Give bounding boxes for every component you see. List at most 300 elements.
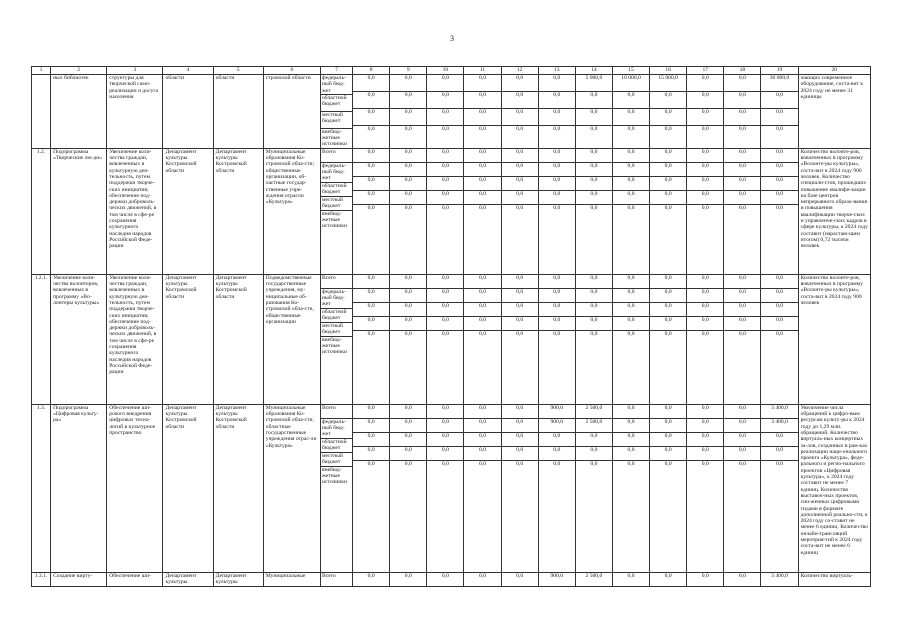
value-cell: 0,0 — [576, 149, 612, 163]
value-cell: 0,0 — [502, 177, 538, 191]
value-column — [724, 274, 761, 404]
column-number: 7 — [320, 67, 352, 75]
value-cell: 0,0 — [502, 75, 538, 92]
value-cell: 0,0 — [427, 92, 463, 109]
value-cell: 0,0 — [701, 126, 709, 132]
value-cell: 0,0 — [539, 191, 575, 205]
value-cell: 0,0 — [502, 191, 538, 205]
value-cell: 0,0 — [539, 109, 575, 126]
value-cell: 0,0 — [353, 433, 389, 447]
value-cell: 0,0 — [627, 572, 635, 579]
funding-sources — [320, 274, 352, 404]
value-cell: 0,0 — [539, 75, 575, 92]
value-cell: 0,0 — [613, 405, 649, 419]
value-cell: 0,0 — [576, 317, 612, 331]
value-column — [353, 75, 390, 149]
value-cell: 0,0 — [576, 163, 612, 177]
value-cell: 0,0 — [539, 447, 575, 461]
value-column — [687, 274, 724, 404]
value-cell: 0,0 — [390, 447, 426, 461]
value-cell: 0,0 — [724, 177, 760, 191]
column-number: 4 — [163, 67, 213, 75]
value-cell: 0,0 — [516, 126, 524, 132]
value-cell: 0,0 — [761, 433, 797, 447]
value-cell: 0,0 — [650, 177, 686, 191]
item-name: ных библиотек — [51, 75, 107, 149]
value-cell: 0,0 — [553, 330, 561, 337]
participants: Муниципальные образования Ко-стромской обла-сти, областные государственные учреждения отрас-ли «Культура» — [263, 404, 320, 572]
value-cell: 0,0 — [427, 149, 463, 163]
column-number: 2 — [51, 67, 107, 75]
value-cell: 0,0 — [664, 330, 672, 337]
value-cell: 0,0 — [427, 177, 463, 191]
value-cell: 0,0 — [502, 289, 538, 303]
value-column — [612, 75, 649, 149]
budget-table — [31, 66, 871, 587]
value-column — [538, 148, 575, 274]
value-cell: 0,0 — [761, 177, 797, 191]
value-cell: 0,0 — [539, 177, 575, 191]
table-row — [32, 75, 871, 149]
value-cell: 0,0 — [516, 460, 524, 467]
value-cell: 0,0 — [650, 92, 686, 109]
table-row — [32, 572, 871, 586]
value-cell: 0,0 — [479, 204, 487, 211]
value-cell: 0,0 — [761, 163, 797, 177]
value-cell: 0,0 — [367, 572, 375, 579]
column-number: 12 — [501, 67, 538, 75]
value-cell: 0,0 — [539, 317, 575, 331]
value-cell: 0,0 — [464, 275, 500, 289]
funding-source-label: внебюд-жетные источники — [321, 210, 347, 230]
funding-source-label: областной бюджет — [321, 95, 352, 112]
value-cell: 0,0 — [650, 419, 686, 433]
value-cell: 0,0 — [650, 149, 686, 163]
value-cell: 0,0 — [502, 149, 538, 163]
value-column — [501, 404, 538, 572]
value-column — [390, 404, 427, 572]
value-cell: 2 500,0 — [576, 419, 612, 433]
responsible-executor: Департамент культуры Костромской области — [163, 404, 213, 572]
value-cell: 0,0 — [553, 204, 561, 211]
value-cell: 0,0 — [553, 460, 561, 467]
value-column — [575, 148, 612, 274]
value-cell: 0,0 — [650, 405, 686, 419]
expected-result: Увеличение числа обращений к цифро-вым ресурсам культу-ры к 2024 году до 1,29 млн. обращений. Количество виртуаль-ных концертных за-лов, созданных в рам-ках реализации наци-онального проекта «Культура», феде-рального и регио-нального проектов «Цифровая культура», к 2024 году составит не менее 7 единиц. Количество выставоч-ных проектов, сни-женных цифровыми гидами в формате дополненной реально-сти, к 2024 году со-ставит не менее 6 единиц. Количество онлайн-трансляций мероприя-тий к 2024 году соста-вит не менее 6 единиц — [798, 404, 870, 572]
item-name: Подпрограмма «Творческие лю-ди» — [51, 148, 107, 274]
value-cell: 0,0 — [441, 204, 449, 211]
value-cell: 0,0 — [613, 163, 649, 177]
value-cell: 0,0 — [687, 317, 723, 331]
value-cell: 0,0 — [627, 126, 635, 132]
value-cell: 0,0 — [576, 92, 612, 109]
value-column — [390, 75, 427, 149]
value-cell: 0,0 — [367, 330, 375, 337]
item-goal: Увеличение коли-чества граждан, вовлеченных в культурную дея-тельность, путем поддержки творче-ских инициатив; обеспечение под-держки доброволь-ческих движений, в том числе в сфе-ре сохранения культурного наследия народов Российской Феде-рации — [107, 148, 163, 274]
value-cell: 0,0 — [613, 92, 649, 109]
value-cell: 0,0 — [776, 460, 784, 467]
value-cell: 0,0 — [390, 191, 426, 205]
column-number: 14 — [575, 67, 612, 75]
value-column — [427, 148, 464, 274]
value-cell: 0,0 — [353, 177, 389, 191]
value-cell: 0,0 — [427, 191, 463, 205]
funding-source-label: областной бюджет — [321, 183, 352, 197]
value-cell: 0,0 — [687, 275, 723, 289]
funding-source-label: Всего — [321, 275, 352, 289]
value-cell: 0,0 — [502, 317, 538, 331]
value-cell: 0,0 — [724, 275, 760, 289]
value-column — [538, 75, 575, 149]
value-cell: 0,0 — [539, 433, 575, 447]
value-cell: 0,0 — [761, 447, 797, 461]
value-cell: 0,0 — [687, 419, 723, 433]
column-number-row — [32, 67, 871, 75]
value-cell: 0,0 — [576, 289, 612, 303]
funding-source-label: Всего — [321, 572, 336, 579]
funding-source-label: Всего — [321, 149, 352, 163]
value-cell: 0,0 — [590, 330, 598, 337]
responsible-executor: Департамент культуры Костромской области — [163, 148, 213, 274]
value-cell: 0,0 — [576, 433, 612, 447]
value-column — [427, 274, 464, 404]
value-cell: 0,0 — [390, 177, 426, 191]
co-executor: области — [213, 75, 263, 149]
value-column — [761, 274, 798, 404]
value-cell: 0,0 — [353, 405, 389, 419]
value-cell: 0,0 — [502, 92, 538, 109]
value-cell: 0,0 — [353, 447, 389, 461]
value-cell: 0,0 — [353, 317, 389, 331]
item-goal: Увеличение коли-чества граждан, вовлеченных в культурную дея-тельность, путем поддержки творче-ских инициатив; обеспечение под-держки доброволь-ческих движений, в том числе в сфе-ре сохранения культурного наследия народов Российской Феде-рации — [107, 274, 163, 404]
value-column — [724, 404, 761, 572]
value-cell: 0,0 — [390, 75, 426, 92]
value-cell: 0,0 — [464, 419, 500, 433]
value-column — [575, 404, 612, 572]
value-column — [575, 274, 612, 404]
value-cell: 0,0 — [613, 177, 649, 191]
value-cell: 0,0 — [738, 330, 746, 337]
table-row — [32, 274, 871, 404]
value-column — [353, 404, 390, 572]
value-cell: 0,0 — [441, 460, 449, 467]
value-cell: 0,0 — [576, 447, 612, 461]
value-cell: 0,0 — [738, 126, 746, 132]
funding-source-label: местный бюджет — [321, 197, 352, 211]
value-column — [761, 75, 798, 149]
value-cell: 0,0 — [427, 275, 463, 289]
participants: Подведомственные государственные учреждения, му-ниципальные об-разования Ко-стромской обла-сти, общественные организации — [263, 274, 320, 404]
funding-source-label: внебюд-жетные источники — [321, 128, 347, 148]
value-cell: 0,0 — [761, 109, 797, 126]
expected-result: Количество волонте-ров, вовлеченных в программу «Волонте-ры культуры», соста-вит в 2024 году 900 человек. Количество специали-стов, прошедших повышение квалифи-кации на базе центров непрерывного образо-вания и повышения квалификации творче-ских и управленче-ских кадров в сфере культуры, к 2024 году составит (нарастаю-щим итогом) 0,72 тысячи человек — [798, 148, 870, 274]
column-number: 16 — [650, 67, 687, 75]
value-column — [427, 404, 464, 572]
value-cell: 0,0 — [724, 92, 760, 109]
value-column — [687, 404, 724, 572]
value-cell: 0,0 — [516, 330, 524, 337]
column-number: 19 — [761, 67, 798, 75]
value-cell: 0,0 — [427, 405, 463, 419]
value-cell: 0,0 — [687, 433, 723, 447]
value-cell: 0,0 — [390, 92, 426, 109]
value-cell: 0,0 — [650, 433, 686, 447]
value-cell: 0,0 — [539, 303, 575, 317]
value-cell: 2 500,0 — [576, 405, 612, 419]
participants: стромской области — [263, 75, 320, 149]
value-cell: 0,0 — [613, 109, 649, 126]
value-cell: 0,0 — [353, 303, 389, 317]
co-executor: Департамент культуры — [213, 572, 263, 586]
value-column — [687, 148, 724, 274]
value-cell: 0,0 — [650, 447, 686, 461]
value-cell: 0,0 — [353, 92, 389, 109]
co-executor: Департамент культуры Костромской области — [213, 274, 263, 404]
column-number: 20 — [798, 67, 870, 75]
value-cell: 0,0 — [427, 303, 463, 317]
value-cell: 0,0 — [464, 289, 500, 303]
value-cell: 0,0 — [502, 109, 538, 126]
value-cell: 0,0 — [664, 572, 672, 579]
value-column — [687, 75, 724, 149]
value-cell: 0,0 — [687, 303, 723, 317]
value-cell: 0,0 — [390, 303, 426, 317]
funding-source-label: федераль-ный бюд-жет — [321, 419, 352, 439]
value-column — [390, 572, 427, 586]
funding-source-label: местный бюджет — [321, 323, 352, 337]
column-number: 10 — [427, 67, 464, 75]
value-cell: 0,0 — [404, 460, 412, 467]
value-cell: 0,0 — [650, 163, 686, 177]
value-cell: 0,0 — [761, 303, 797, 317]
value-cell: 0,0 — [353, 275, 389, 289]
column-number: 1 — [32, 67, 51, 75]
value-cell: 0,0 — [724, 289, 760, 303]
item-number: 1.2.1. — [32, 274, 51, 404]
funding-source-label: местный бюджет — [321, 453, 352, 467]
column-number: 11 — [464, 67, 501, 75]
funding-sources — [320, 572, 352, 586]
funding-source-label: областной бюджет — [321, 439, 352, 453]
value-column — [464, 274, 501, 404]
column-number: 5 — [213, 67, 263, 75]
value-cell: 0,0 — [502, 419, 538, 433]
value-cell: 0,0 — [464, 317, 500, 331]
value-cell: 0,0 — [464, 447, 500, 461]
value-cell: 0,0 — [390, 419, 426, 433]
value-cell: 0,0 — [390, 109, 426, 126]
value-column — [612, 404, 649, 572]
value-cell: 0,0 — [479, 572, 487, 579]
value-column — [464, 404, 501, 572]
value-column — [390, 148, 427, 274]
value-cell: 900,0 — [539, 419, 575, 433]
value-cell: 0,0 — [479, 126, 487, 132]
value-cell: 0,0 — [724, 75, 760, 92]
funding-source-label: внебюд-жетные источники — [321, 466, 347, 486]
value-cell: 0,0 — [613, 419, 649, 433]
value-column — [650, 75, 687, 149]
value-cell: 0,0 — [390, 149, 426, 163]
value-cell: 0,0 — [664, 126, 672, 132]
value-column — [650, 572, 687, 586]
value-cell: 0,0 — [539, 163, 575, 177]
funding-source-label: федераль-ный бюд-жет — [321, 289, 352, 309]
value-cell: 10 000,0 — [613, 75, 649, 92]
value-column — [575, 572, 612, 586]
value-cell: 0,0 — [502, 447, 538, 461]
value-cell: 0,0 — [539, 92, 575, 109]
value-cell: 0,0 — [761, 92, 797, 109]
value-cell: 0,0 — [427, 163, 463, 177]
value-cell: 0,0 — [650, 303, 686, 317]
column-number: 17 — [687, 67, 724, 75]
value-cell: 0,0 — [539, 149, 575, 163]
value-column — [538, 572, 575, 586]
column-number: 3 — [107, 67, 163, 75]
value-column — [761, 404, 798, 572]
value-cell: 0,0 — [516, 572, 524, 579]
funding-sources — [320, 404, 352, 572]
value-cell: 0,0 — [553, 126, 561, 132]
value-cell: 0,0 — [539, 289, 575, 303]
value-cell: 0,0 — [701, 572, 709, 579]
item-name: Увеличение коли-чества волонтеров, вовлеченных в программу «Во-лонтеры культуры» — [51, 274, 107, 404]
value-cell: 0,0 — [664, 204, 672, 211]
value-cell: 0,0 — [464, 405, 500, 419]
item-number: 1.2. — [32, 148, 51, 274]
value-column — [575, 75, 612, 149]
value-cell: 0,0 — [576, 275, 612, 289]
item-number: 1.3. — [32, 404, 51, 572]
value-cell: 0,0 — [502, 275, 538, 289]
funding-source-label: федераль-ный бюд-жет — [321, 163, 352, 183]
value-cell: 0,0 — [613, 433, 649, 447]
value-cell: 15 000,0 — [650, 75, 686, 92]
co-executor: Департамент культуры Костромской области — [213, 404, 263, 572]
value-cell: 0,0 — [367, 126, 375, 132]
item-name: Подпрограмма «Цифровая культу-ра» — [51, 404, 107, 572]
value-cell: 0,0 — [724, 109, 760, 126]
value-cell: 0,0 — [650, 191, 686, 205]
value-cell: 0,0 — [761, 149, 797, 163]
value-cell: 0,0 — [353, 149, 389, 163]
funding-sources — [320, 148, 352, 274]
value-cell: 0,0 — [464, 191, 500, 205]
participants: Муниципальные — [263, 572, 320, 586]
value-cell: 0,0 — [590, 126, 598, 132]
value-cell: 0,0 — [627, 204, 635, 211]
value-cell: 0,0 — [776, 204, 784, 211]
value-cell: 0,0 — [687, 447, 723, 461]
value-column — [464, 572, 501, 586]
value-cell: 0,0 — [613, 149, 649, 163]
item-name: Создание вирту- — [51, 572, 107, 586]
value-cell: 30 000,0 — [761, 75, 797, 92]
value-cell: 3 400,0 — [771, 572, 788, 579]
value-cell: 0,0 — [724, 149, 760, 163]
funding-sources — [320, 75, 352, 149]
value-cell: 0,0 — [353, 191, 389, 205]
value-column — [501, 274, 538, 404]
column-number: 15 — [612, 67, 649, 75]
value-cell: 0,0 — [441, 126, 449, 132]
value-cell: 0,0 — [539, 275, 575, 289]
value-cell: 0,0 — [353, 289, 389, 303]
value-cell: 0,0 — [404, 572, 412, 579]
value-cell: 0,0 — [390, 405, 426, 419]
value-column — [353, 572, 390, 586]
value-cell: 0,0 — [761, 275, 797, 289]
value-column — [650, 404, 687, 572]
value-cell: 0,0 — [427, 317, 463, 331]
value-column — [427, 75, 464, 149]
value-cell: 0,0 — [390, 317, 426, 331]
value-column — [724, 75, 761, 149]
table-row — [32, 404, 871, 572]
item-goal: Обеспечение ши-рокого внедрения цифровых техно-логий в культурное пространство — [107, 404, 163, 572]
value-cell: 0,0 — [464, 177, 500, 191]
value-cell: 0,0 — [761, 289, 797, 303]
value-column — [353, 148, 390, 274]
value-column — [761, 572, 798, 586]
value-cell: 0,0 — [427, 75, 463, 92]
value-column — [464, 75, 501, 149]
value-cell: 0,0 — [724, 317, 760, 331]
table-body — [32, 67, 871, 587]
value-cell: 0,0 — [353, 419, 389, 433]
value-cell: 0,0 — [650, 275, 686, 289]
value-cell: 0,0 — [427, 289, 463, 303]
value-cell: 0,0 — [464, 109, 500, 126]
responsible-executor: Департамент культуры Костромской области — [163, 274, 213, 404]
value-column — [501, 572, 538, 586]
value-column — [724, 572, 761, 586]
value-cell: 0,0 — [724, 191, 760, 205]
value-column — [612, 148, 649, 274]
value-cell: 0,0 — [464, 433, 500, 447]
value-cell: 0,0 — [464, 303, 500, 317]
value-cell: 0,0 — [687, 75, 723, 92]
value-cell: 0,0 — [464, 149, 500, 163]
value-cell: 0,0 — [650, 109, 686, 126]
value-cell: 0,0 — [441, 572, 449, 579]
value-cell: 0,0 — [613, 191, 649, 205]
value-cell: 0,0 — [724, 419, 760, 433]
value-cell: 0,0 — [687, 191, 723, 205]
value-column — [390, 274, 427, 404]
table-row — [32, 148, 871, 274]
column-number: 9 — [390, 67, 427, 75]
value-cell: 0,0 — [761, 191, 797, 205]
funding-source-label: Всего — [321, 405, 352, 419]
value-cell: 3 400,0 — [761, 405, 797, 419]
value-cell: 0,0 — [427, 109, 463, 126]
value-cell: 900,0 — [539, 405, 575, 419]
value-cell: 0,0 — [687, 149, 723, 163]
value-cell: 0,0 — [390, 433, 426, 447]
value-column — [612, 274, 649, 404]
value-column — [538, 274, 575, 404]
co-executor: Департамент культуры Костромской области — [213, 148, 263, 274]
value-cell: 0,0 — [367, 460, 375, 467]
value-cell: 0,0 — [724, 433, 760, 447]
value-cell: 0,0 — [464, 92, 500, 109]
value-cell: 0,0 — [664, 460, 672, 467]
value-cell: 0,0 — [627, 460, 635, 467]
value-column — [724, 148, 761, 274]
value-cell: 0,0 — [576, 177, 612, 191]
